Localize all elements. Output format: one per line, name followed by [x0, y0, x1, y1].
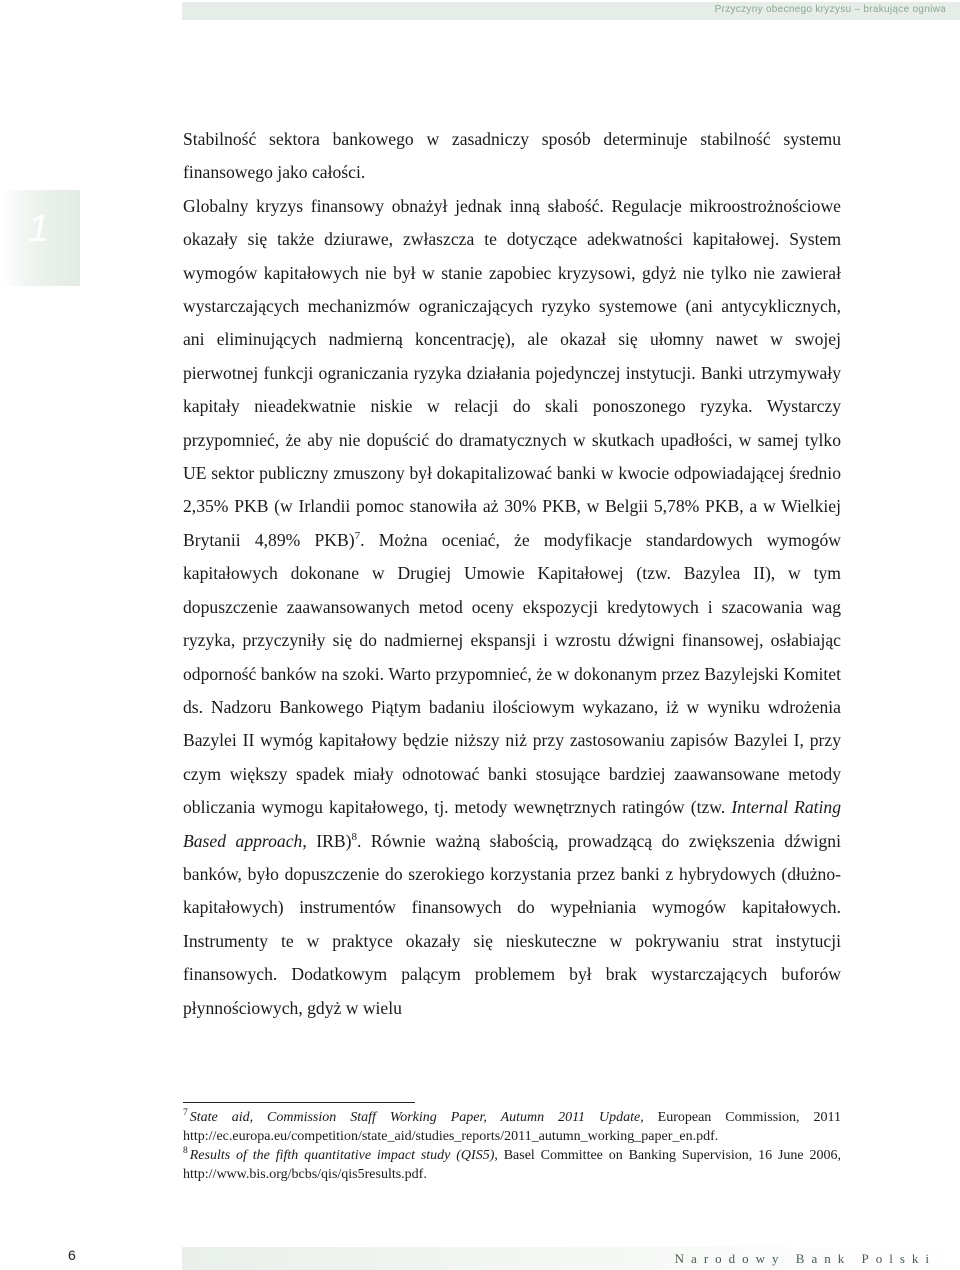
running-header-bar	[182, 2, 960, 20]
paragraph-2	[183, 190, 841, 1025]
footnote-ref-7[interactable]: 7	[354, 529, 361, 542]
footnote-title: State aid, Commission Staff Working Paper, Autumn 2011 Update	[189, 1110, 641, 1125]
footnote-source[interactable]: , Basel Committee on Banking Supervision, 16 June 2006, http://www.bis.org/bcbs/qis/qis5results.pdf.	[183, 1148, 842, 1182]
footnote-number: 8	[183, 1146, 188, 1156]
main-body-text	[183, 123, 841, 1025]
running-header-title: Przyczyny obecnego kryzysu – brakujące ogniwa	[714, 4, 946, 15]
footnote-7	[183, 1108, 841, 1146]
chapter-number: 1	[28, 208, 50, 250]
footnote-number: 7	[183, 1108, 188, 1118]
irb-abbreviation: , IRB)	[302, 830, 352, 851]
footnote-source[interactable]: , European Commission, 2011 http://ec.europa.eu/competition/state_aid/studies_reports/2011_autumn_working_paper_en.pdf.	[183, 1110, 841, 1144]
publisher-name: Narodowy Bank Polski	[674, 1251, 936, 1266]
footnote-ref-8[interactable]: 8	[351, 830, 357, 843]
irb-term: Internal Rating Based approach	[183, 797, 841, 851]
paragraph-2-part-2: . Można oceniać, że modyfikacje standardowych wymogów kapitałowych dokonane w Drugiej Umowie Kapitałowej (tzw. Bazylea II), w tym dopuszczenie zaawansowanych metod oceny ekspozycji kredytowych i szacowania wag ryzyka, przyczyniły się do nadmiernej ekspansji i wzrostu dźwigni finansowej, osłabiając odporność banków na szoki. Warto przypomnieć, że w dokonanym przez Bazylejski Komitet ds. Nadzoru Bankowego Piątym badaniu ilościowym wykazano, iż w wyniku wdrożenia Bazylei II wymóg kapitałowy będzie niższy niż przy zastosowaniu zapisów Bazylei I, przy czym większy spadek miały odnotować banki stosujące bardziej zaawansowane metody obliczania wymogu kapitałowego, tj. metody wewnętrznych ratingów (tzw.	[183, 529, 841, 818]
footnote-separator	[183, 1102, 415, 1103]
footer-bar	[182, 1247, 960, 1270]
paragraph-2-part-3: . Równie ważną słabością, prowadzącą do zwiększenia dźwigni banków, było dopuszczenie do szerokiego korzystania przez banki z hybrydowych (dłużno-kapitałowych) instrumentów finansowych do wypełniania wymogów kapitałowych. Instrumenty te w praktyce okazały się nieskuteczne w pokrywaniu strat instytucji finansowych. Dodatkowym palącym problemem był brak wystarczających buforów płynnościowych, gdyż w wielu	[183, 830, 841, 1018]
chapter-tab	[0, 190, 80, 286]
paragraph-1: Stabilność sektora bankowego w zasadniczy sposób determinuje stabilność systemu finansowego jako całości.	[183, 129, 841, 183]
page-number: 6	[68, 1247, 76, 1263]
footnote-8	[183, 1146, 841, 1184]
paragraph-2-part-1: Globalny kryzys finansowy obnażył jednak inną słabość. Regulacje mikroostrożnościowe okazały się także dziurawe, zwłaszcza te dotyczące adekwatności kapitałowej. System wymogów kapitałowych nie był w stanie zapobiec kryzysowi, gdyż nie tylko nie zawierał wystarczających mechanizmów ograniczających ryzyko systemowe (ani antycyklicznych, ani eliminujących nadmierną koncentrację), ale okazał się ułomny nawet w swojej pierwotnej funkcji ograniczania ryzyka działania pojedynczej instytucji. Banki utrzymywały kapitały nieadekwatnie niskie w relacji do skali ponoszonego ryzyka. Wystarczy przypomnieć, że aby nie dopuścić do dramatycznych w skutkach upadłości, w samej tylko UE sektor publiczny zmuszony był dokapitalizować banki w kwocie odpowiadającej średnio 2,35% PKB (w Irlandii pomoc stanowiła aż 30% PKB, w Belgii 5,78% PKB, a w Wielkiej Brytanii 4,89% PKB)	[183, 195, 841, 550]
footnotes	[183, 1108, 841, 1184]
footnote-title: Results of the fifth quantitative impact study (QIS5)	[189, 1148, 495, 1163]
